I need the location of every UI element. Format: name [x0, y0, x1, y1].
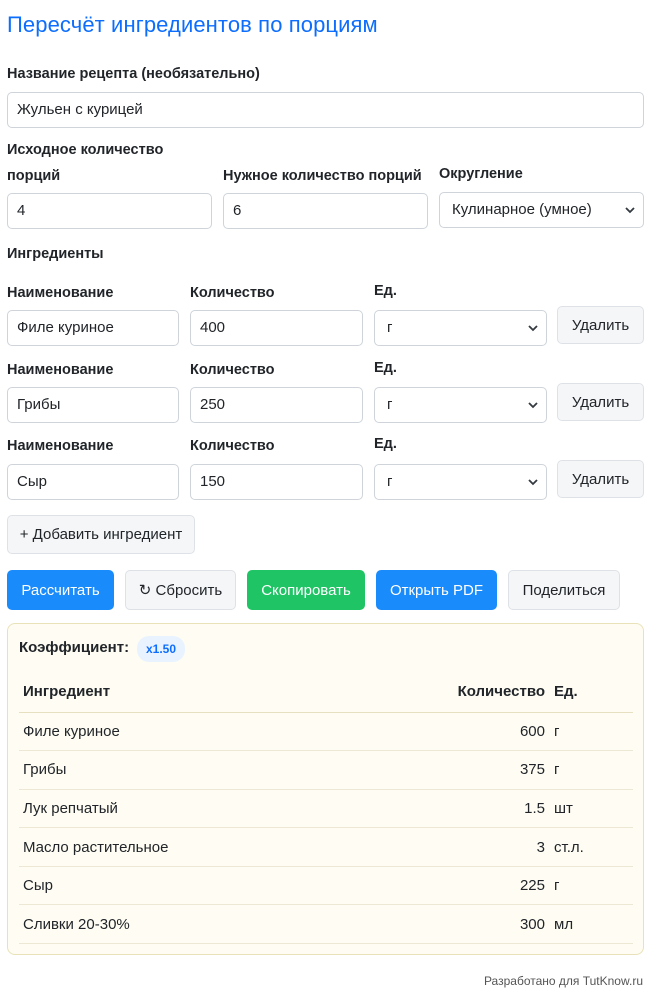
ingredient-unit-value: г — [387, 396, 393, 413]
footer-credit[interactable]: Разработано для TutKnow.ru — [483, 974, 643, 988]
chevron-down-icon — [526, 465, 540, 499]
delete-ingredient-button[interactable]: Удалить — [557, 306, 644, 344]
cell-quantity: 375 — [346, 751, 549, 790]
cell-ingredient: Сливки 20-30% — [19, 905, 346, 944]
target-portions-input[interactable]: 6 — [223, 193, 428, 229]
delete-ingredient-button[interactable]: Удалить — [557, 460, 644, 498]
ingredient-qty-label: Количество — [190, 438, 275, 454]
recipe-name-input[interactable]: Жульен с курицей — [7, 92, 644, 128]
rounding-select-value: Кулинарное (умное) — [452, 201, 592, 218]
reset-button[interactable]: ↻ Сбросить — [125, 570, 236, 610]
ingredient-unit-label: Ед. — [374, 360, 397, 376]
cell-ingredient: Грибы — [19, 751, 346, 790]
cell-unit: ст.л. — [549, 828, 633, 867]
ingredient-qty-label: Количество — [190, 285, 275, 301]
source-portions-label-line1: Исходное количество — [7, 142, 164, 158]
ingredient-unit-select[interactable] — [374, 387, 547, 423]
table-row — [19, 866, 633, 905]
ingredient-name-label: Наименование — [7, 438, 114, 454]
chevron-down-icon — [526, 311, 540, 345]
ingredient-qty-input[interactable]: 400 — [190, 310, 363, 346]
ingredient-name-label: Наименование — [7, 285, 114, 301]
cell-unit: г — [549, 751, 633, 790]
target-portions-label: Нужное количество порций — [223, 168, 422, 184]
open-pdf-button[interactable]: Открыть PDF — [376, 570, 497, 610]
copy-button[interactable]: Скопировать — [247, 570, 365, 610]
calculate-button[interactable]: Рассчитать — [7, 570, 114, 610]
ingredient-name-input[interactable]: Сыр — [7, 464, 179, 500]
table-row — [19, 751, 633, 790]
cell-ingredient: Сыр — [19, 866, 346, 905]
ingredient-unit-value: г — [387, 473, 393, 490]
cell-unit: шт — [549, 789, 633, 828]
ingredient-unit-label: Ед. — [374, 436, 397, 452]
delete-ingredient-button[interactable]: Удалить — [557, 383, 644, 421]
header-unit: Ед. — [549, 672, 633, 712]
table-row — [19, 712, 633, 751]
rounding-select[interactable] — [439, 192, 644, 228]
add-ingredient-button[interactable]: + Добавить ингредиент — [7, 515, 195, 554]
table-row — [19, 828, 633, 867]
source-portions-label-line2: порций — [7, 168, 61, 184]
cell-ingredient: Масло растительное — [19, 828, 346, 867]
chevron-down-icon — [526, 388, 540, 422]
coefficient-label: Коэффициент: — [19, 639, 130, 656]
cell-quantity: 1.5 — [346, 789, 549, 828]
cell-quantity: 300 — [346, 905, 549, 944]
ingredient-unit-value: г — [387, 319, 393, 336]
header-quantity: Количество — [346, 672, 549, 712]
cell-unit: г — [549, 712, 633, 751]
coefficient-badge: x1.50 — [137, 636, 185, 662]
table-row — [19, 789, 633, 828]
cell-ingredient: Филе куриное — [19, 712, 346, 751]
ingredient-qty-input[interactable]: 250 — [190, 387, 363, 423]
ingredient-qty-input[interactable]: 150 — [190, 464, 363, 500]
ingredients-section-label: Ингредиенты — [7, 246, 104, 262]
ingredient-name-input[interactable]: Филе куриное — [7, 310, 179, 346]
rounding-label: Округление — [439, 166, 523, 182]
ingredient-unit-select[interactable] — [374, 310, 547, 346]
share-button[interactable]: Поделиться — [508, 570, 620, 610]
cell-quantity: 225 — [346, 866, 549, 905]
ingredient-qty-label: Количество — [190, 362, 275, 378]
ingredient-name-input[interactable]: Грибы — [7, 387, 179, 423]
ingredient-name-label: Наименование — [7, 362, 114, 378]
result-panel — [7, 623, 644, 955]
source-portions-input[interactable]: 4 — [7, 193, 212, 229]
chevron-down-icon — [623, 193, 637, 227]
recipe-name-label: Название рецепта (необязательно) — [7, 66, 260, 82]
result-table — [19, 672, 633, 944]
page-title: Пересчёт ингредиентов по порциям — [7, 12, 378, 37]
cell-quantity: 600 — [346, 712, 549, 751]
cell-ingredient: Лук репчатый — [19, 789, 346, 828]
cell-unit: г — [549, 866, 633, 905]
cell-unit: мл — [549, 905, 633, 944]
table-row — [19, 905, 633, 944]
header-ingredient: Ингредиент — [19, 672, 346, 712]
ingredient-unit-label: Ед. — [374, 283, 397, 299]
cell-quantity: 3 — [346, 828, 549, 867]
ingredient-unit-select[interactable] — [374, 464, 547, 500]
result-table-header — [19, 672, 633, 712]
